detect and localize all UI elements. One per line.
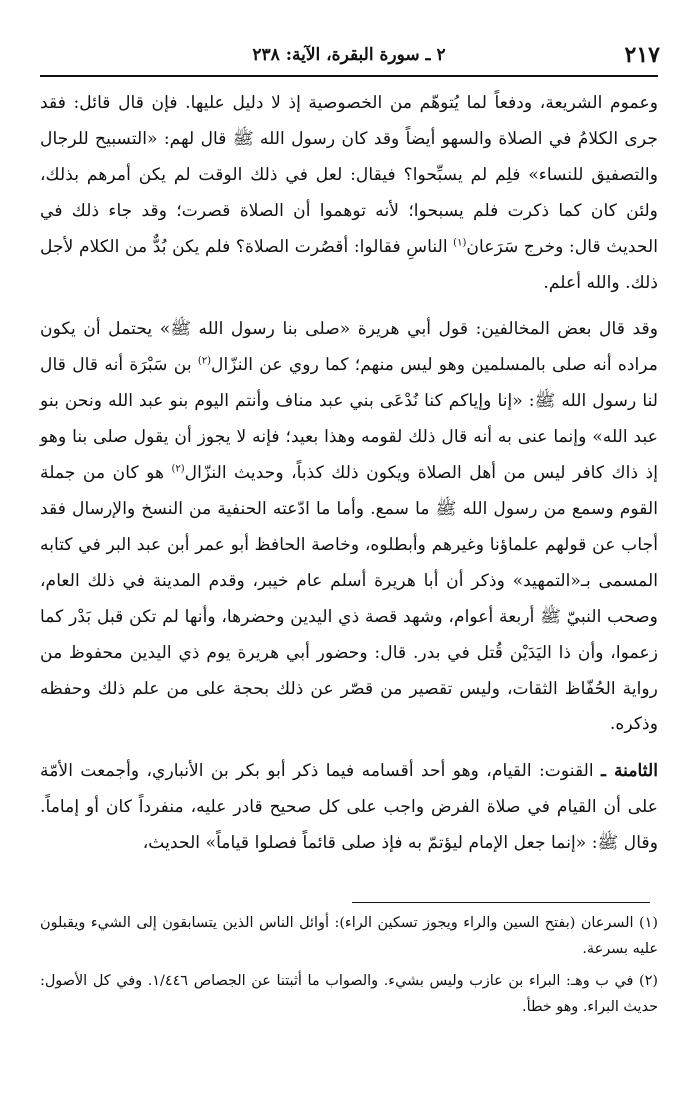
header-rule <box>40 75 658 77</box>
page-number: ٢١٧ <box>624 42 660 68</box>
footnote-ref-1[interactable]: (١) <box>453 236 467 248</box>
paragraph-3-text: القنوت: القيام، وهو أحد أقسامه فيما ذكر أبو بكر بن الأنباري، وأجمعت الأمّة على أن القيام في صلاة الفرض واجب على كل صحيح قادر عليه، منفرداً كان أو إماماً. وقال ﷺ: «إنما جعل الإمام ليؤتمّ به فإذ صلى قائماً فصلوا قياماً» الحديث، <box>40 761 658 854</box>
footnote-rule <box>352 902 650 903</box>
paragraph-3 <box>40 754 658 862</box>
footnote-2: (٢) في ب وهـ: البراء بن عازب وليس بشيء. والصواب ما أثبتنا عن الجصاص ١/٤٤٦. وفي كل الأصول: حديث البراء. وهو خطأ. <box>40 973 658 1015</box>
page-header <box>38 40 660 70</box>
paragraph-3-lead: الثامنة ـ <box>601 761 658 782</box>
running-title: ٢ ـ سورة البقرة، الآية: ٢٣٨ <box>252 45 446 65</box>
paragraph-1 <box>40 86 658 301</box>
paragraph-1-text: وعموم الشريعة، ودفعاً لما يُتوهّم من الخصوصية إذ لا دليل عليها. فإن قال قائل: فقد جرى الكلامُ في الصلاة والسهو أيضاً وقد كان رسول الله ﷺ قال لهم: «التسبيح للرجال والتصفيق للنساء» فلِم لم يسبِّحوا؟ فيقال: لعل في ذلك الوقت لم يكن أمرهم بذلك، ولئن كان كما ذكرت فلم يسبحوا؛ لأنه توهموا أن الصلاة قصرت؛ وقد جاء ذلك في الحديث قال: وخرج سَرَعان <box>40 93 658 257</box>
main-text <box>40 86 658 862</box>
footnote-ref-2b[interactable]: (٢) <box>171 463 185 475</box>
paragraph-2-text-c: هو كان من جملة القوم وسمع من رسول الله ﷺ ما سمع. وأما ما ادّعته الحنفية من النسخ والإرسال فقد أجاب عن قولهم علماؤنا وغيرهم وأبطلوه، وخاصة الحافظ أبو عمر أبن عبد البر في كتابه المسمى بـ«التمهيد» وذكر أن أبا هريرة أسلم عام خيبر، وقدم المدينة في ذلك العام، وصحب النبيّ ﷺ أربعة أعوام، وشهد قصة ذي اليدين وحضرها، وأنها لم تكن قبل بَدْر كما زعموا، وأن ذا اليَدَيْن قُتل في بدر. قال: وحضور أبي هريرة يوم ذي اليدين محفوظ من رواية الحُفّاظ الثقات، وليس تقصير من قصّر عن ذلك بحجة على من علم ذلك وحفظه وذكره. <box>40 463 658 735</box>
paragraph-1-end: الناسِ فقالوا: أقصُرت الصلاة؟ فلم يكن بُدٌّ من الكلام لأجل ذلك. والله أعلم. <box>40 236 658 293</box>
paragraph-2 <box>40 312 658 743</box>
footnote-ref-2[interactable]: (٢) <box>197 355 212 367</box>
footnote-1: (١) السرعان (بفتح السين والراء ويجوز تسكين الراء): أوائل الناس الذين يتسابقون إلى الشيء ويقبلون عليه بسرعة. <box>40 915 658 957</box>
paragraph-2-text-b: بن سَبْرَة أنه قال قال لنا رسول الله ﷺ: «إنا وإياكم كنا نُدْعَى بني عبد مناف وأنتم اليوم بنو عبد الله ونحن بنو عبد الله» وإنما عنى به أنه قال ذلك لقومه وهذا بعيد؛ فإنه لا يجوز أن يقول صلى بنا وهو إذ ذاك كافر ليس من أهل الصلاة ويكون ذلك كذباً، وحديث النزّال <box>40 355 658 484</box>
footnotes <box>40 910 658 1020</box>
paragraph-2-text-a: وقد قال بعض المخالفين: قول أبي هريرة «صلى بنا رسول الله ﷺ» يحتمل أن يكون مراده أنه صلى بالمسلمين وهو ليس منهم؛ كما روي عن النزّال <box>40 319 658 376</box>
